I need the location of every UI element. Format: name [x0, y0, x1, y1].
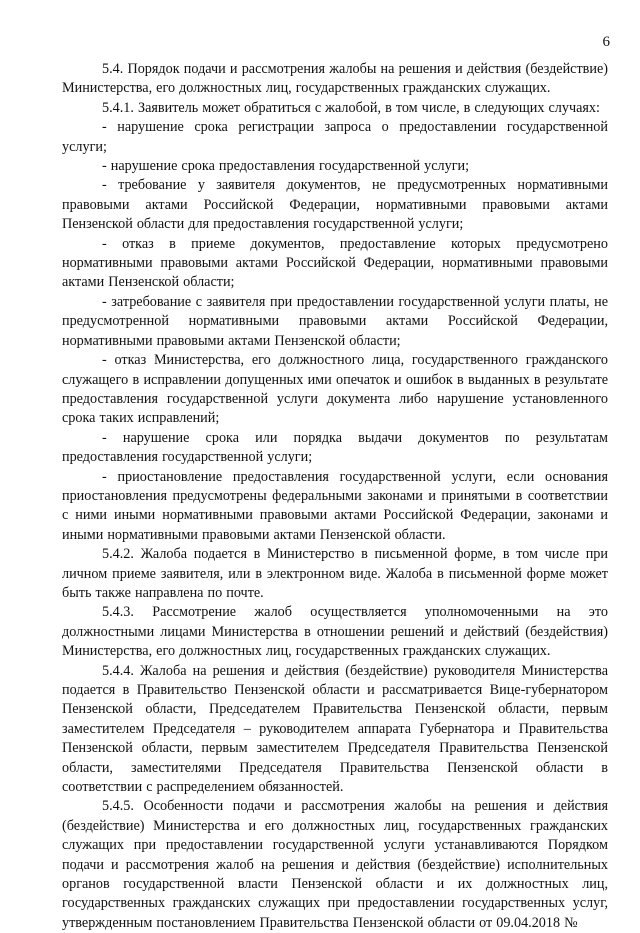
- list-item: - требование у заявителя документов, не предусмотренных нормативными правовыми актами Российской Федерации, нормативными правовыми актами Пензенской области для предоставления государственной услуги;: [62, 177, 608, 233]
- paragraph-5-4-5: 5.4.5. Особенности подачи и рассмотрения жалобы на решения и действия (бездействие) Министерства и его должностных лиц, государственных гражданских служащих при предоставлении государственной услуги устанавливаются Порядком подачи и рассмотрения жалоб на решения и действия (бездействие) исполнительных органов государственной власти Пензенской области и их должностных лиц, государственных гражданских служащих при предоставлении государственных услуг, утвержденным постановлением Правительства Пензенской области от 09.04.2018 №: [62, 798, 608, 931]
- page-number: 6: [602, 34, 610, 50]
- document-body: [62, 60, 608, 933]
- paragraph-5-4-3: 5.4.3. Рассмотрение жалоб осуществляется уполномоченными на это должностными лицами Министерства в отношении решений и действий (бездействия) Министерства, его должностных лиц, государственных гражданских служащих.: [62, 604, 608, 660]
- paragraph-5-4: 5.4. Порядок подачи и рассмотрения жалобы на решения и действия (бездействие) Министерства, его должностных лиц, государственных гражданских служащих.: [62, 61, 608, 97]
- list-item: - отказ в приеме документов, предоставление которых предусмотрено нормативными правовыми актами Российской Федерации, нормативными правовыми актами Пензенской области;: [62, 235, 608, 291]
- list-item: - нарушение срока предоставления государственной услуги;: [102, 158, 470, 175]
- list-item: - нарушение срока регистрации запроса о предоставлении государственной услуги;: [62, 119, 608, 155]
- list-item: - отказ Министерства, его должностного лица, государственного гражданского служащего в исправлении допущенных ими опечаток и ошибок в выданных в результате предоставления государственной услуги документа либо нарушение установленного срока таких исправлений;: [62, 352, 608, 427]
- paragraph-5-4-1: 5.4.1. Заявитель может обратиться с жалобой, в том числе, в следующих случаях:: [102, 99, 600, 116]
- paragraph-5-4-4: 5.4.4. Жалоба на решения и действия (бездействие) руководителя Министерства подается в Правительство Пензенской области и рассматривается Вице-губернатором Пензенской области, Председателем Правительства Пензенской области, первым заместителем Председателя – руководителем аппарата Губернатора и Правительства Пензенской области, первым заместителем Председателя Правительства Пензенской области, заместителями Председателя Правительства Пензенской области в соответствии с распределением обязанностей.: [62, 662, 608, 796]
- list-item: - приостановление предоставления государственной услуги, если основания приостановления предусмотрены федеральными законами и принятыми в соответствии с ними иными нормативными правовыми актами Российской Федерации, законами и иными нормативными правовыми актами Пензенской области.: [62, 468, 608, 543]
- list-item: - нарушение срока или порядка выдачи документов по результатам предоставления государственной услуги;: [62, 429, 608, 466]
- paragraph-5-4-2: 5.4.2. Жалоба подается в Министерство в письменной форме, в том числе при личном приеме заявителя, или в электронном виде. Жалоба в письменной форме может быть также направлена по почте.: [62, 546, 608, 601]
- list-item: - затребование с заявителя при предоставлении государственной услуги платы, не предусмотренной нормативными правовыми актами Российской Федерации, нормативными правовыми актами Пензенской области;: [62, 293, 608, 349]
